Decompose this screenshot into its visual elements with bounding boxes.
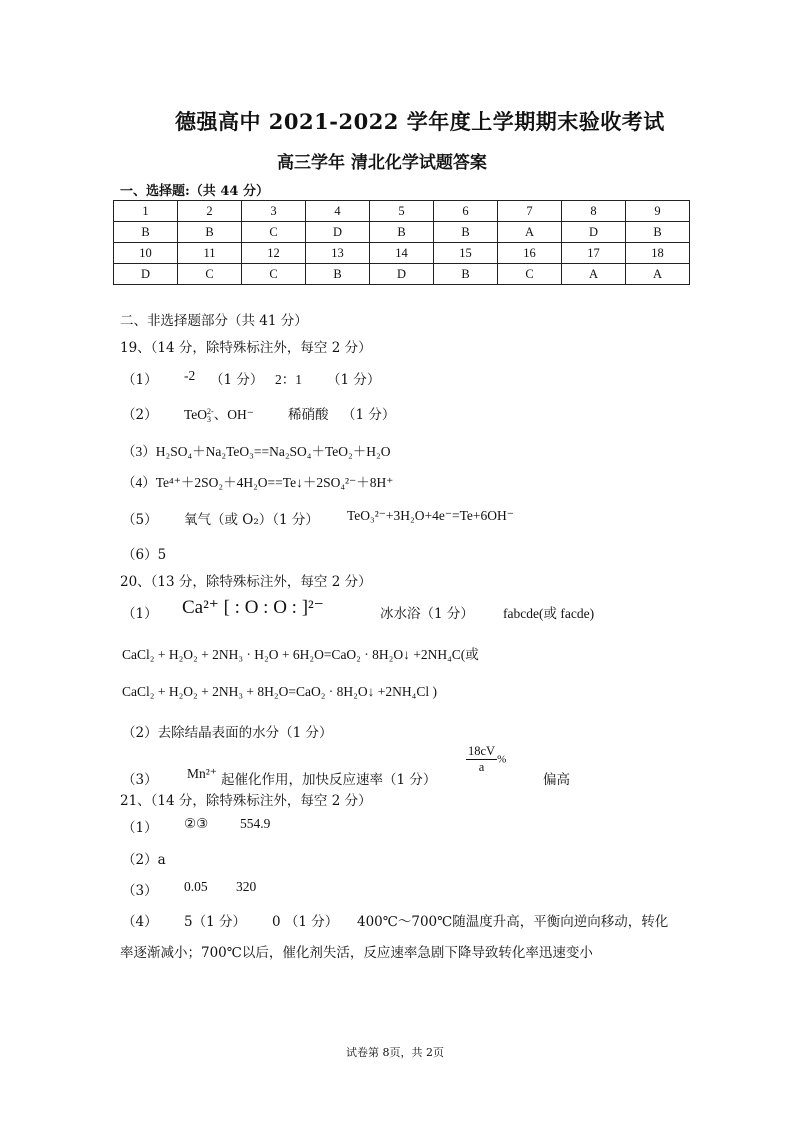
answer-table-cell: B	[434, 222, 498, 243]
q20-eq1: CaCl₂ + H₂O₂ + 2NH₃ · H₂O + 6H₂O=CaO₂ · 8H₂O↓ +2NH₄C(或	[122, 647, 479, 662]
answer-table-row	[114, 264, 690, 285]
q21-p1-a: ②③	[184, 816, 209, 832]
q21-p3-a: 0.05	[184, 879, 208, 894]
page-footer: 试卷第 8页，共 2页	[346, 1046, 444, 1059]
section2-heading: 二、非选择题部分（共 41 分）	[120, 313, 308, 329]
answer-table-cell: A	[562, 264, 626, 285]
q21-p1-num: （1）	[122, 820, 158, 836]
q20-p1-num: （1）	[122, 606, 158, 622]
answer-table-cell: C	[178, 264, 242, 285]
q20-p1-bath: 冰水浴（1 分）	[380, 606, 474, 622]
answer-table-cell: 3	[242, 201, 306, 222]
q19-p3: （3）H₂SO₄＋Na₂TeO₃==Na₂SO₄＋TeO₂＋H₂O	[122, 444, 391, 459]
purity-fraction: $\frac{18cV}{a}$ %	[468, 744, 507, 774]
q20-p2: （2）去除结晶表面的水分（1 分）	[122, 725, 333, 741]
answer-table-cell: 16	[498, 243, 562, 264]
answer-table-cell: B	[178, 222, 242, 243]
manganese-ion: Mn²⁺	[187, 766, 217, 781]
q20-header: 20、（13 分，除特殊标注外，每空 2 分）	[120, 574, 372, 590]
answer-table-cell: B	[306, 264, 370, 285]
q20-p3-text: 起催化作用，加快反应速率（1 分）	[221, 772, 437, 788]
q21-p4-b: 0 （1 分）	[272, 914, 339, 930]
q19-p5-num: （5）	[122, 512, 158, 528]
q20-p3-result: 偏高	[543, 772, 570, 788]
answer-table-cell: 5	[370, 201, 434, 222]
q19-p2-acid: 稀硝酸	[288, 407, 329, 423]
q19-header: 19、（14 分，除特殊标注外，每空 2 分）	[120, 340, 372, 356]
q21-p4-a: 5（1 分）	[184, 914, 246, 930]
q19-p1-num: （1）	[122, 372, 158, 388]
answer-table-cell: 18	[626, 243, 690, 264]
q19-p2-ion1: TeO 2- 3 、OH⁻	[184, 406, 254, 424]
answer-table-cell: C	[242, 222, 306, 243]
q19-p5-gas: 氧气（或 O₂）（1 分）	[184, 512, 319, 528]
answer-table-cell: 17	[562, 243, 626, 264]
q19-p5-eq: TeO₃²⁻+3H₂O+4e⁻=Te+6OH⁻	[347, 508, 514, 523]
answer-table-cell: 1	[114, 201, 178, 222]
answer-table-cell: 11	[178, 243, 242, 264]
q20-p1-order: fabcde(或 facde)	[503, 606, 595, 621]
q21-p2: （2）a	[122, 852, 166, 868]
answer-table-cell: B	[434, 264, 498, 285]
exam-title: 德强高中 2021-2022 学年度上学期期末验收考试	[175, 109, 665, 134]
answer-table-cell: 8	[562, 201, 626, 222]
calcium-ion: Ca²⁺	[182, 597, 219, 618]
answer-table-cell: A	[626, 264, 690, 285]
answer-table-cell: 7	[498, 201, 562, 222]
answer-table-cell: D	[114, 264, 178, 285]
q19-p4: （4）Te⁴⁺＋2SO₂＋4H₂O==Te↓＋2SO₄²⁻＋8H⁺	[122, 475, 394, 490]
q21-p1-b: 554.9	[240, 816, 271, 831]
q20-eq2: CaCl₂ + H₂O₂ + 2NH₃ + 8H₂O=CaO₂ · 8H₂O↓ +2NH₄Cl )	[122, 684, 437, 699]
answer-table-cell: 9	[626, 201, 690, 222]
q19-p2-score: （1 分）	[342, 407, 396, 423]
answer-table-cell: 15	[434, 243, 498, 264]
answer-table-cell: 4	[306, 201, 370, 222]
answer-table-cell: D	[562, 222, 626, 243]
exam-subtitle: 高三学年 清北化学试题答案	[277, 153, 487, 173]
answer-table-cell: B	[626, 222, 690, 243]
answer-table	[113, 200, 690, 285]
answer-table-cell: 6	[434, 201, 498, 222]
answer-table-cell: B	[114, 222, 178, 243]
peroxide-ion: [ : O : O : ]²⁻	[223, 597, 324, 618]
answer-table-cell: 10	[114, 243, 178, 264]
q21-p4-num: （4）	[122, 914, 158, 930]
q21-p3-num: （3）	[122, 883, 158, 899]
q19-p1-b: 2：1	[275, 372, 302, 387]
calcium-peroxide-structure	[182, 596, 324, 619]
q19-p1-a-score: （1 分）	[210, 372, 264, 388]
answer-table-cell: 12	[242, 243, 306, 264]
answer-table-row	[114, 201, 690, 222]
answer-table-cell: 14	[370, 243, 434, 264]
q19-p1-b-score: （1 分）	[327, 372, 381, 388]
q19-p6: （6）5	[122, 547, 167, 563]
q21-p4-continued: 率逐渐减小；700℃以后，催化剂失活，反应速率急剧下降导致转化率迅速变小	[120, 945, 593, 961]
answer-table-row	[114, 222, 690, 243]
q21-header: 21、（14 分，除特殊标注外，每空 2 分）	[120, 793, 372, 809]
answer-table-cell: C	[242, 264, 306, 285]
q19-p2-num: （2）	[122, 407, 158, 423]
answer-table-cell: 13	[306, 243, 370, 264]
answer-table-cell: 2	[178, 201, 242, 222]
section1-heading: 一、选择题:（共 44 分）	[120, 184, 269, 199]
answer-table-cell: C	[498, 264, 562, 285]
q21-p4-c: 400℃～700℃随温度升高，平衡向逆向移动，转化	[357, 914, 669, 930]
answer-table-cell: D	[370, 264, 434, 285]
answer-table-row	[114, 243, 690, 264]
answer-table-cell: A	[498, 222, 562, 243]
q19-p1-a: -2	[184, 368, 196, 383]
answer-table-cell: B	[370, 222, 434, 243]
answer-table-cell: D	[306, 222, 370, 243]
q20-p3-num: （3）	[122, 772, 158, 788]
q21-p3-b: 320	[236, 879, 257, 894]
